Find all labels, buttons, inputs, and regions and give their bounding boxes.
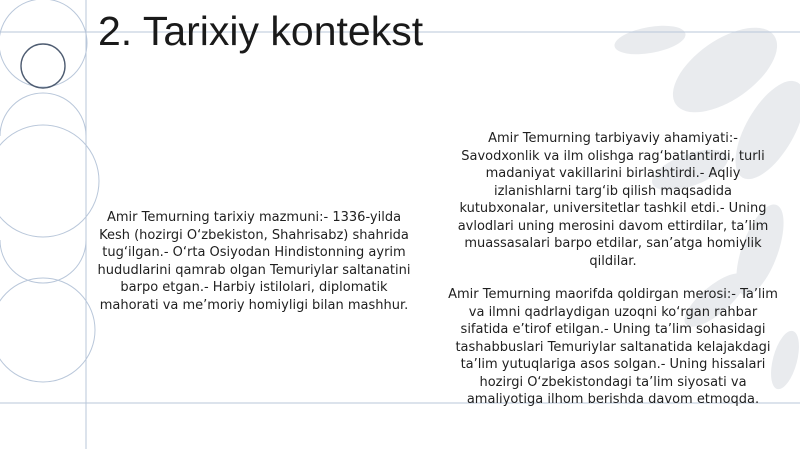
historical-context-text: Amir Temurning tarixiy mazmuni:- 1336-yilda Kesh (hozirgi O‘zbekiston, Shahrisabz) shahrida tug‘ilgan.- O‘rta Osiyodan Hindistonning ayrim hududlarini qamrab olgan Temuriylar saltanatini barpo etgan.- Harbiy istilolari, diplomatik mahorati va me’moriy homiyligi bilan mashhur. [97, 210, 411, 313]
decor-circle-arc [0, 125, 99, 237]
educational-significance-text: Amir Temurning tarbiyaviy ahamiyati:- Savodxonlik va ilm olishga rag‘batlantirdi, turli madaniyat vakillarini birlashtirdi.- Aqliy izlanishlarni targ‘ib qilish maqsadida kutubxonalar, universitetlar tashkil etdi.- Uning avlodlari uning merosini davom ettirdilar, ta’lim muassasalari barpo etdilar, san’atga homiylik qildilar. [457, 131, 769, 269]
slide-title: 2. Tarixiy kontekst [98, 8, 424, 54]
left-line-art-dark [21, 44, 65, 88]
decor-circle-small [21, 44, 65, 88]
decor-circle-lower [0, 278, 95, 382]
educational-legacy-text: Amir Temurning maorifda qoldirgan merosi:- Ta’lim va ilmni qadrlaydigan uzoqni ko‘rgan rahbar sifatida e’tirof etilgan.- Uning ta’lim sohasidagi tashabbuslari Temuriylar saltanatida kelajakdagi ta’lim yutuqlariga asos solgan.- Uning hissalari hozirgi O‘zbekistondagi ta’lim siyosati va amaliyotiga ilhom berishda davom etmoqda. [448, 287, 778, 407]
